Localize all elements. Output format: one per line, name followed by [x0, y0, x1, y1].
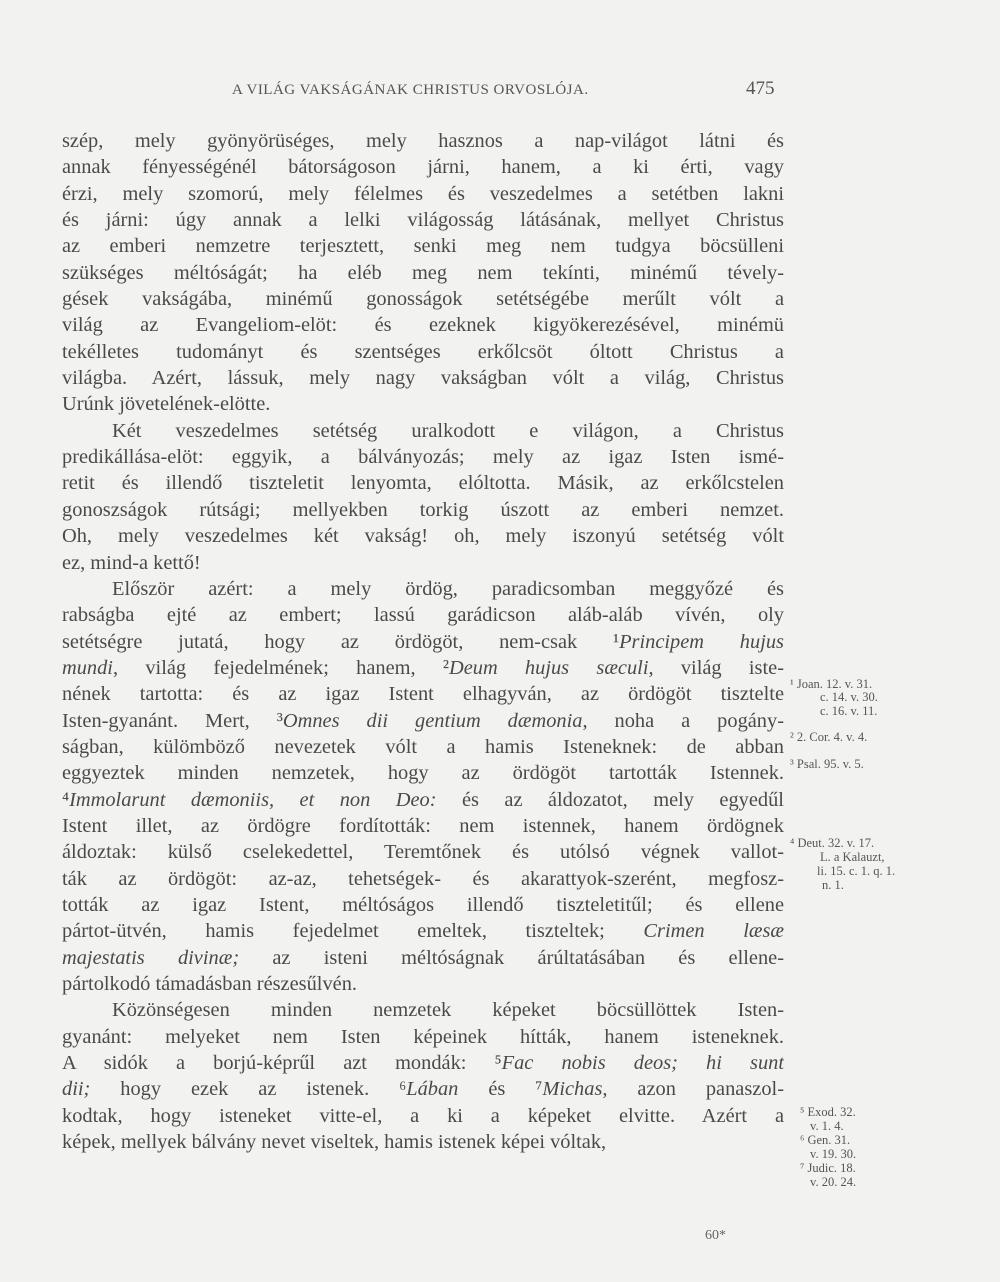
signature-mark: 60*: [705, 1228, 726, 1243]
margin-note: c. 14. v. 30.: [820, 690, 878, 704]
text-line: Oh, mely veszedelmes két vakság! oh, mely iszonyú setétség vólt: [62, 525, 784, 548]
margin-note: ³ Psal. 95. v. 5.: [790, 757, 864, 771]
margin-note: ⁴ Deut. 32. v. 17.: [790, 836, 875, 850]
text-line: eggyeztek minden nemzetek, hogy az ördögöt tartották Istennek.: [62, 762, 784, 785]
text-line: szükséges méltóságát; ha eléb meg nem tekínti, minémű tévely-: [62, 261, 784, 284]
margin-note: ² 2. Cor. 4. v. 4.: [790, 730, 868, 744]
margin-note: ⁷ Judic. 18.: [800, 1161, 856, 1175]
margin-note: v. 20. 24.: [810, 1175, 857, 1189]
text-line: tekélletes tudományt és szentséges erkőlcsöt óltott Christus a: [62, 340, 784, 363]
margin-note: ⁶ Gen. 31.: [800, 1133, 851, 1147]
text-line: érzi, mely szomorú, mely félelmes és veszedelmes a setétben lakni: [62, 182, 784, 205]
margin-note: v. 19. 30.: [810, 1147, 857, 1161]
text-line: pártot-ütvén, hamis fejedelmet emeltek, tiszteltek; Crimen læsæ: [62, 920, 784, 943]
text-line: az emberi nemzetre terjesztett, senki meg nem tudgya böcsülleni: [62, 235, 784, 258]
text-line: Isten-gyanánt. Mert, ³Omnes dii gentium dæmonia, noha a pogány-: [62, 709, 784, 732]
text-line: nének tartotta: és az igaz Istent elhagyván, az ördögöt tisztelte: [62, 683, 784, 706]
text-line: szép, mely gyönyörüséges, mely hasznos a nap-világot látni és: [62, 130, 784, 152]
margin-note: c. 16. v. 11.: [820, 704, 878, 718]
text-line: rabságba ejté az embert; lassú garádicson aláb-aláb vívén, oly: [62, 604, 784, 627]
text-line: ságban, külömböző nevezetek vólt a hamis Isteneknek: de abban: [62, 735, 784, 758]
text-line: Először azért: a mely ördög, paradicsomban meggyőzé és: [112, 577, 784, 600]
text-line: mundi, világ fejedelmének; hanem, ²Deum hujus sæculi, világ iste-: [62, 656, 784, 679]
paragraph: [62, 128, 784, 418]
running-title: A VILÁG VAKSÁGÁNAK CHRISTUS ORVOSLÓJA.: [232, 82, 589, 98]
text-line: Istent illet, az ördögre fordították: nem istennek, hanem ördögnek: [62, 814, 784, 837]
margin-note: L. a Kalauzt,: [820, 850, 885, 864]
text-line: Közönségesen minden nemzetek képeket böcsüllöttek Isten-: [112, 999, 784, 1022]
text-line: gyanánt: melyeket nem Isten képeinek hítták, hanem isteneknek.: [62, 1025, 784, 1048]
text-line: gonoszságok rútsági; mellyekben torkig úszott az emberi nemzet.: [62, 498, 784, 521]
margin-note: ¹ Joan. 12. v. 31.: [790, 677, 873, 691]
text-line: és járni: úgy annak a lelki világosság látásának, mellyet Christus: [62, 209, 784, 232]
text-line: áldoztak: külső cselekedettel, Teremtőnek és utólsó végnek vallot-: [62, 841, 784, 864]
text-line: pártolkodó támadásban részesűlvén.: [62, 973, 357, 995]
text-line: ez, mind-a kettő!: [62, 551, 201, 574]
margin-note: n. 1.: [822, 878, 844, 892]
text-line: világba. Azért, lássuk, mely nagy vakságban vólt a világ, Christus: [62, 367, 784, 390]
text-line: gések vakságába, minémű gonosságok setétségébe merűlt vólt a: [62, 288, 784, 311]
page-number: 475: [746, 78, 775, 99]
text-line: kodtak, hogy isteneket vitte-el, a ki a képeket elvitte. Azért a: [62, 1104, 784, 1127]
text-line: annak fényességénél bátorságoson járni, hanem, a ki érti, vagy: [62, 156, 784, 179]
text-line: Két veszedelmes setétség uralkodott e világon, a Christus: [112, 419, 784, 442]
body-text: [62, 128, 784, 1155]
text-line: A sidók a borjú-képrűl azt mondák: ⁵Fac nobis deos; hi sunt: [62, 1052, 784, 1075]
text-line: majestatis divinæ; az isteni méltóságnak árúltatásában és ellene-: [62, 946, 784, 969]
text-line: setétségre jutatá, hogy az ördögöt, nem-csak ¹Principem hujus: [62, 630, 784, 653]
margin-note: li. 15. c. 1. q. 1.: [817, 864, 896, 878]
margin-note: v. 1. 4.: [810, 1119, 844, 1133]
text-line: predikállása-elöt: eggyik, a bálványozás; mely az igaz Isten ismé-: [62, 446, 784, 469]
paragraph: [62, 576, 784, 998]
text-line: ⁴Immolarunt dæmoniis, et non Deo: és az áldozatot, mely egyedűl: [62, 788, 784, 811]
text-line: képek, mellyek bálvány nevet viseltek, hamis istenek képei vóltak,: [62, 1131, 607, 1154]
text-line: világ az Evangeliom-elöt: és ezeknek kigyökerezésével, minémü: [62, 314, 784, 337]
paragraph: [62, 997, 784, 1155]
text-line: tották az igaz Istent, méltóságos illendő tiszteletitűl; és ellene: [62, 893, 784, 916]
margin-note: ⁵ Exod. 32.: [800, 1105, 856, 1119]
page-header: [0, 78, 1000, 108]
text-line: ták az ördögöt: az-az, tehetségek- és akarattyok-szerént, megfosz-: [62, 867, 784, 890]
text-line: dii; hogy ezek az istenek. ⁶Lában és ⁷Michas, azon panaszol-: [62, 1078, 784, 1101]
paragraph: [62, 418, 784, 576]
text-line: retit és illendő tiszteletit lenyomta, elóltotta. Másik, az erkőlcstelen: [62, 472, 784, 495]
text-line: Urúnk jövetelének-elötte.: [62, 393, 271, 416]
